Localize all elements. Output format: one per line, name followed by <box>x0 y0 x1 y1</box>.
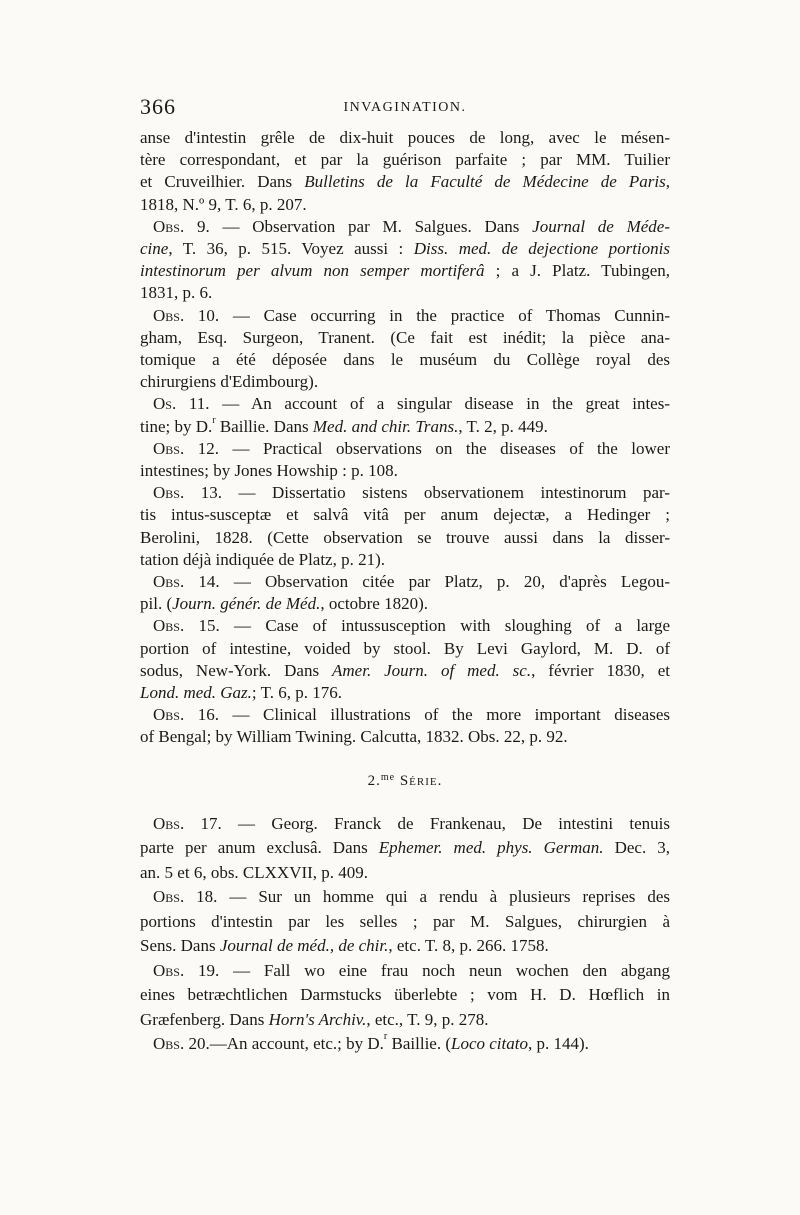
line-text: , p. 144). <box>527 1034 589 1054</box>
italic-title: Journ. génér. de Méd. <box>172 594 321 614</box>
series-ordinal-suffix: me <box>380 771 396 783</box>
line-text: et Cruveilhier. Dans <box>140 172 305 192</box>
page-header <box>140 94 670 124</box>
line-text: anse d'intestin grêle de dix-huit pouces de long, avec le mésen- <box>140 128 670 147</box>
observation-label: Obs. 10. <box>153 305 220 325</box>
text-line <box>140 660 670 682</box>
text-line <box>140 438 670 460</box>
text-line <box>140 983 670 1008</box>
observation-label: Obs. 17. <box>153 813 222 833</box>
italic-title: cine <box>140 239 169 259</box>
line-text: intestines; by Jones Howship : p. 108. <box>140 461 398 481</box>
line-text: — Georg. Franck de Frankenau, De intestini tenuis <box>221 813 670 833</box>
text-line <box>140 238 670 260</box>
line-text: tation déjà indiquée de Platz, p. 21). <box>140 549 386 569</box>
line-text: of Bengal; by William Twining. Calcutta, 1832. Obs. 22, p. 92. <box>140 727 568 747</box>
line-text: — Observation citée par Platz, p. 20, d'après Legou- <box>219 572 670 592</box>
observation-entry <box>140 704 670 748</box>
observation-label: Obs. 20. <box>153 1034 210 1054</box>
text-line <box>140 127 670 149</box>
page-number: 366 <box>140 94 176 119</box>
line-text: ; a J. Platz. Tubingen, <box>484 261 670 281</box>
series-heading <box>140 773 670 790</box>
line-text: Græfenberg. Dans <box>140 1009 269 1029</box>
line-text: , février 1830, et <box>531 660 670 680</box>
line-text: tine; by D. <box>140 416 213 436</box>
page-body <box>140 127 670 1057</box>
series-one <box>140 127 670 749</box>
line-text: portions d'intestin par les selles ; par M. Salgues, chirurgien à <box>140 911 670 931</box>
italic-title: Horn's Archiv. <box>268 1009 367 1029</box>
line-text: —An account, etc.; by D. <box>209 1034 384 1054</box>
text-line <box>140 934 670 959</box>
observation-entry <box>140 1032 670 1057</box>
text-line <box>140 260 670 282</box>
line-text: gham, Esq. Surgeon, Tranent. (Ce fait est inédit; la pièce ana- <box>140 327 670 347</box>
text-line <box>140 305 670 327</box>
line-text: — Clinical illustrations of the more important diseases <box>218 705 670 725</box>
text-line <box>140 416 670 438</box>
line-text: — Case of intussusception with sloughing of a large <box>219 616 670 636</box>
text-line <box>140 885 670 910</box>
italic-title: Diss. med. de dejectione portionis <box>413 239 670 259</box>
line-text: , T. 2, p. 449. <box>458 416 548 436</box>
text-line <box>140 327 670 349</box>
text-line <box>140 482 670 504</box>
text-line <box>140 149 670 171</box>
line-text: , etc., T. 9, p. 278. <box>366 1009 489 1029</box>
line-text: 1831, p. 6. <box>140 283 213 303</box>
line-text: Dec. 3, <box>603 838 670 858</box>
text-line <box>140 593 670 615</box>
observation-label: Os. 11. <box>153 394 210 414</box>
line-text: , <box>665 172 670 192</box>
text-line <box>140 504 670 526</box>
text-line <box>140 1008 670 1033</box>
observation-entry <box>140 571 670 615</box>
superscript: r <box>212 414 216 426</box>
line-text: Sens. Dans <box>140 936 220 956</box>
line-text: 1818, N.º 9, T. 6, p. 207. <box>140 194 307 214</box>
observation-label: Obs. 14. <box>153 572 220 592</box>
line-text: Baillie. Dans <box>215 416 313 436</box>
line-text: parte per anum exclusâ. Dans <box>140 838 379 858</box>
line-text: — Observation par M. Salgues. Dans <box>209 216 533 236</box>
line-text: — Fall wo eine frau noch neun wochen den abgang <box>219 960 670 980</box>
observation-entry <box>140 615 670 704</box>
observation-label: Obs. 19. <box>153 960 220 980</box>
observation-entry <box>140 482 670 571</box>
text-line <box>140 571 670 593</box>
text-line <box>140 861 670 886</box>
line-text: — An account of a singular disease in the great intes- <box>209 394 671 414</box>
text-line <box>140 615 670 637</box>
line-text: an. 5 et 6, obs. CLXXVII, p. 409. <box>140 862 369 882</box>
text-line <box>140 460 670 482</box>
line-text: Baillie. ( <box>387 1034 451 1054</box>
text-line <box>140 282 670 304</box>
text-line <box>140 638 670 660</box>
line-text: portion of intestine, voided by stool. By Levi Gaylord, M. D. of <box>140 638 670 658</box>
observation-entry <box>140 959 670 1033</box>
italic-title: Loco citato <box>451 1034 528 1054</box>
observation-entry <box>140 885 670 959</box>
line-text: tis intus-susceptæ et salvâ vitâ per anum dejectæ, a Hedinger ; <box>140 505 670 525</box>
line-text: — Practical observations on the diseases of the lower <box>218 438 670 458</box>
text-line <box>140 549 670 571</box>
italic-title: Journal de méd., de chir. <box>219 936 389 956</box>
text-line <box>140 371 670 393</box>
line-text: — Dissertatio sistens observationem intestinorum par- <box>221 483 670 503</box>
observation-label: Obs. 15. <box>153 616 220 636</box>
line-text: chirurgiens d'Edimbourg). <box>140 372 319 392</box>
text-line <box>140 836 670 861</box>
line-text: tère correspondant, et par la guérison parfaite ; par MM. Tuilier <box>140 150 670 170</box>
superscript: r <box>383 1031 388 1043</box>
observation-label: Obs. 12. <box>153 438 219 458</box>
observation-label: Obs. 9. <box>153 216 210 236</box>
text-line <box>140 910 670 935</box>
text-line <box>140 216 670 238</box>
observation-entry <box>140 812 670 886</box>
observation-label: Obs. 16. <box>153 705 219 725</box>
line-text: , octobre 1820). <box>320 594 428 614</box>
italic-title: Med. and chir. Trans. <box>312 416 459 436</box>
italic-title: Bulletins de la Faculté de Médecine de Paris <box>304 172 666 192</box>
text-line <box>140 171 670 193</box>
observation-entry <box>140 438 670 482</box>
line-text: , etc. T. 8, p. 266. 1758. <box>388 936 549 956</box>
line-text: ; T. 6, p. 176. <box>251 683 342 703</box>
text-line <box>140 349 670 371</box>
italic-title: intestinorum per alvum non semper mortiferâ <box>140 261 485 281</box>
text-line <box>140 393 670 415</box>
line-text: Berolini, 1828. (Cette observation se trouve aussi dans la disser- <box>140 527 670 547</box>
text-line <box>140 959 670 984</box>
observation-label: Obs. 13. <box>153 483 222 503</box>
series-two <box>140 812 670 1057</box>
observation-entry <box>140 393 670 437</box>
italic-title: Ephemer. med. phys. German. <box>378 838 604 858</box>
observation-entry <box>140 216 670 305</box>
line-text: tomique a été déposée dans le muséum du Collège royal des <box>140 350 670 370</box>
observation-entry <box>140 127 670 216</box>
line-text: — Case occurring in the practice of Thomas Cunnin- <box>219 305 670 325</box>
observation-label: Obs. 18. <box>153 887 218 907</box>
line-text: , T. 36, p. 515. Voyez aussi : <box>168 239 414 259</box>
text-line <box>140 194 670 216</box>
text-line <box>140 682 670 704</box>
series-number: 2. <box>367 772 381 789</box>
text-line <box>140 704 670 726</box>
running-head: INVAGINATION. <box>343 100 467 115</box>
series-word: Série. <box>399 772 443 789</box>
text-line <box>140 1032 670 1057</box>
italic-title: Amer. Journ. of med. sc. <box>332 660 532 680</box>
line-text: — Sur un homme qui a rendu à plusieurs reprises des <box>217 887 670 907</box>
text-line <box>140 726 670 748</box>
line-text: sodus, New-York. Dans <box>140 660 332 680</box>
text-line <box>140 812 670 837</box>
observation-entry <box>140 305 670 394</box>
text-line <box>140 527 670 549</box>
line-text: eines betræchtlichen Darmstucks überlebte ; vom H. D. Hœflich in <box>140 985 670 1005</box>
line-text: pil. ( <box>140 594 173 614</box>
italic-title: Lond. med. Gaz. <box>140 683 252 703</box>
italic-title: Journal de Méde- <box>532 216 670 236</box>
